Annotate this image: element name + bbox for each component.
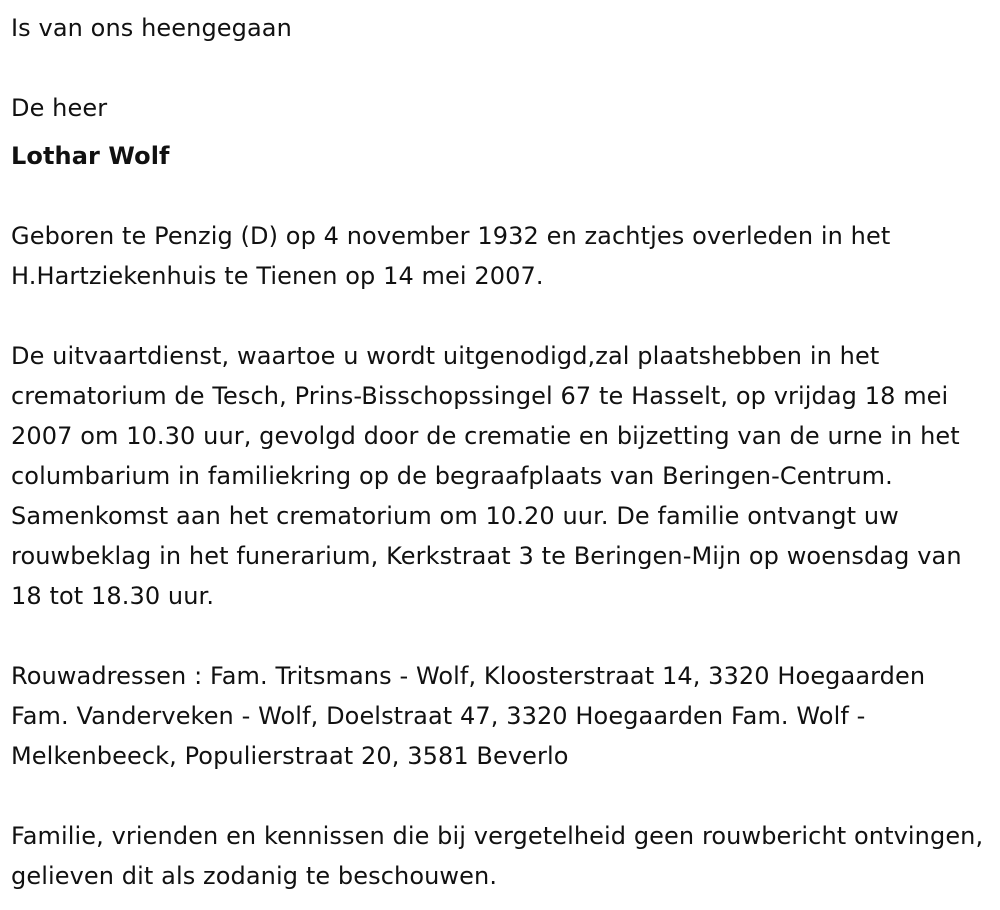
condolence-addresses-paragraph: Rouwadressen : Fam. Tritsmans - Wolf, Kloosterstraat 14, 3320 Hoegaarden Fam. Vanderveken - Wolf, Doelstraat 47, 3320 Hoegaarden Fam. Wolf - Melkenbeeck, Populierstraat 20, 3581 Beverlo — [11, 662, 926, 770]
funeral-service-paragraph: De uitvaartdienst, waartoe u wordt uitgenodigd,zal plaatshebben in het crematorium de Tesch, Prins-Bisschopssingel 67 te Hasselt, op vrijdag 18 mei 2007 om 10.30 uur, gevolgd door de crematie en bijzetting van de urne in het columbarium in familiekring op de begraafplaats van Beringen-Centrum. Samenkomst aan het crematorium om 10.20 uur. De familie ontvangt uw rouwbeklag in het funerarium, Kerkstraat 3 te Beringen-Mijn op woensdag van 18 tot 18.30 uur. — [11, 342, 962, 610]
closing-paragraph: Familie, vrienden en kennissen die bij vergetelheid geen rouwbericht ontvingen, gelieven dit als zodanig te beschouwen. — [11, 822, 984, 890]
deceased-name: Lothar Wolf — [11, 142, 170, 170]
salutation: De heer — [11, 94, 108, 122]
birth-death-paragraph: Geboren te Penzig (D) op 4 november 1932 en zachtjes overleden in het H.Hartziekenhuis te Tienen op 14 mei 2007. — [11, 222, 891, 290]
intro-line: Is van ons heengegaan — [11, 14, 292, 42]
